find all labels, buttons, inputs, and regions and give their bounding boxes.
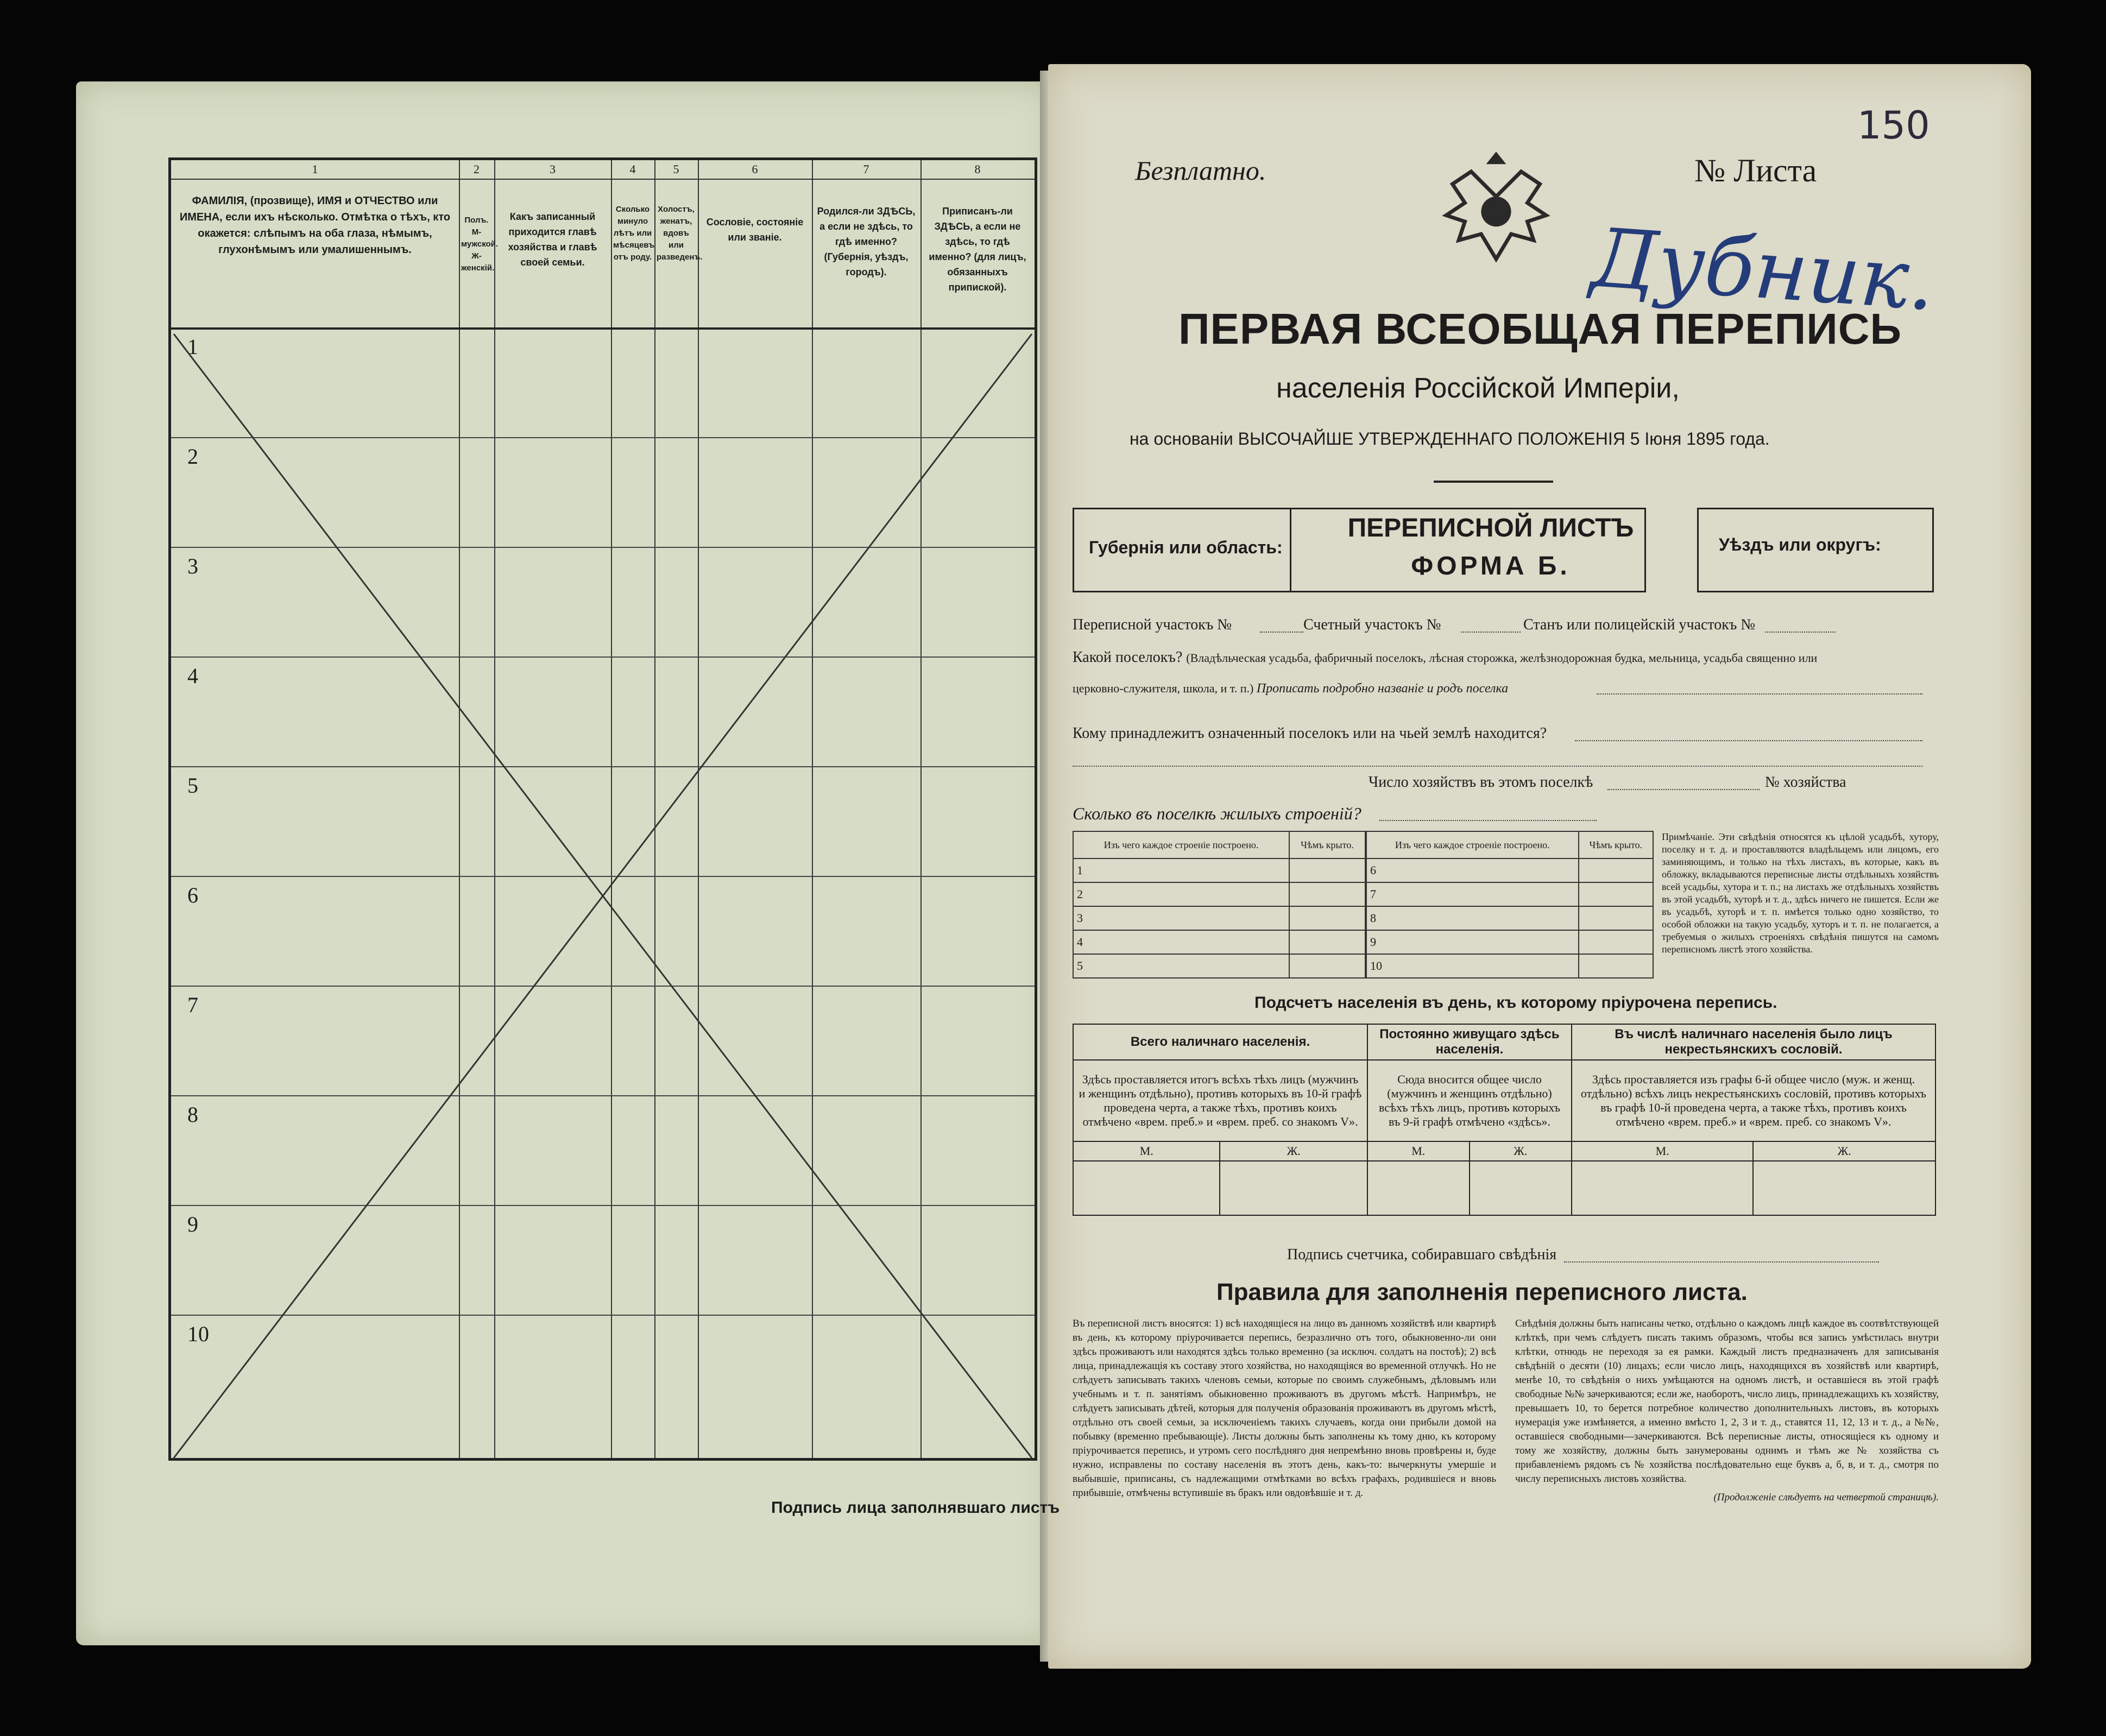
bld-row: 4 (1073, 930, 1289, 954)
row-number-2: 2 (187, 444, 198, 469)
legal-basis: на основаніи ВЫСОЧАЙШЕ УТВЕРЖДЕННАГО ПОЛОЖЕНІЯ 5 Іюня 1895 года. (1130, 429, 1770, 449)
district-label: Уѣздъ или округъ: (1719, 535, 1881, 554)
row-number-5: 5 (187, 773, 198, 798)
police-area-label: Станъ или полицейскій участокъ № (1523, 616, 1756, 633)
rules-left-column: Въ переписной листъ вносятся: 1) всѣ находящіеся на лицо въ данномъ хозяйствѣ или квартирѣ въ день, къ которому пріурочивается перепись, безразлично отъ того, обыкновенно-ли они здѣсь проживаютъ или находятся здѣсь только временно (за исключ. солдатъ на постоѣ); 2) всѣ лица, принадлежащія къ составу этого хозяйства, но находящіяся во временной отлучкѣ. Но не слѣдуетъ записывать такихъ членовъ семьи, которые по своимъ служебнымъ, дѣловымъ или учебнымъ и т. п. занятіямъ обыкновенно проживаютъ въ другомъ мѣстѣ. Напримѣръ, не слѣдуетъ записывать дѣтей, которыя для полученія образованія проживаютъ въ другомъ мѣстѣ, отдѣльно отъ своей семьи, за исключеніемъ такихъ случаевъ, когда они прибыли домой на побывку (временно пребывающіе). Листы должны быть заполнены къ тому дню, къ которому пріурочивается перепись, и утромъ сего послѣдняго дня непремѣнно вновь провѣрены и, буде нужно, исправлены по составу населенія въ этотъ день, какъ-то: вычеркнуты умершіе и выбывшіе, приписаны, съ надлежащими отмѣтками во всѣхъ графахъ, родившіеся и вновь прибывшіе, отмѣчены вступившіе въ бракъ или овдовѣвшіе и т. д. (1073, 1318, 1496, 1499)
col-num-3: 3 (494, 160, 611, 180)
col-num-4: 4 (611, 160, 654, 180)
header-estate: Сословіе, состояніе или званіе. (706, 217, 804, 243)
left-signature-label: Подпись лица заполнявшаго листъ (771, 1499, 1060, 1517)
settlement-hint-3: Прописать подробно названіе и родъ поселка (1256, 681, 1509, 696)
bld-row: 5 (1073, 954, 1289, 978)
count-m: М. (1073, 1141, 1220, 1161)
bld-col-roof: Чѣмъ крыто. (1289, 831, 1365, 858)
count-header-nonpeasant: Въ числѣ наличнаго населенія было лицъ некрестьянскихъ сословій. (1572, 1024, 1935, 1060)
settlement-hint: (Владѣльческая усадьба, фабричный поселокъ, лѣсная сторожка, желѣзнодорожная будка, мельница, усадьба священно или (1186, 651, 1818, 665)
header-birthplace: Родился-ли ЗДѢСЬ, а если не здѣсь, то гдѣ именно? (Губернія, уѣздъ, городъ). (817, 206, 916, 277)
counter-signature-label: Подпись счетчика, собиравшаго свѣдѣнія (1287, 1246, 1557, 1263)
count-heading: Подсчетъ населенія въ день, къ которому пріурочена перепись. (1254, 994, 1777, 1012)
buildings-question: Сколько въ поселкѣ жилыхъ строеній? (1073, 804, 1361, 823)
sheet-number-label: № Листа (1694, 153, 1817, 188)
households-label: Число хозяйствъ въ этомъ поселкѣ (1369, 774, 1593, 791)
owner-question: Кому принадлежитъ означенный поселокъ или на чьей землѣ находится? (1073, 725, 1547, 742)
handwritten-number: 150 (1857, 103, 1930, 148)
col-num-1: 1 (171, 160, 459, 180)
bld-row: 1 (1073, 858, 1289, 882)
buildings-table-left (1073, 831, 1366, 979)
header-registered: Приписанъ-ли ЗДѢСЬ, а если не здѣсь, то гдѣ именно? (для лицъ, обязанныхъ припиской). (929, 206, 1026, 293)
settlement-hint-2-line (1073, 681, 1508, 696)
bld-row: 3 (1073, 906, 1289, 930)
bld-row: 9 (1366, 930, 1579, 954)
double-eagle-emblem-icon (1434, 147, 1559, 272)
row-number-1: 1 (187, 334, 198, 359)
divider (1434, 481, 1553, 483)
row-number-7: 7 (187, 993, 198, 1017)
settlement-question (1073, 649, 1817, 666)
count-header-permanent: Постоянно живущаго здѣсь населенія. (1367, 1024, 1572, 1060)
form-title: ПЕРЕПИСНОЙ ЛИСТЪ (1347, 514, 1634, 542)
row-number-6: 6 (187, 883, 198, 907)
counter-area-label: Счетный участокъ № (1303, 616, 1441, 633)
census-area-label: Переписной участокъ № (1073, 616, 1232, 633)
bld-row: 8 (1366, 906, 1579, 930)
row-number-8: 8 (187, 1102, 198, 1127)
bld-row: 2 (1073, 882, 1289, 906)
continued-note: (Продолженіе слѣдуетъ на четвертой страницѣ). (1713, 1492, 1939, 1503)
col-num-7: 7 (812, 160, 920, 180)
settlement-label: Какой поселокъ? (1073, 649, 1183, 666)
bld-row: 7 (1366, 882, 1579, 906)
header-marital: Холостъ, женатъ, вдовъ или разведенъ. (657, 205, 703, 262)
count-descr-permanent: Сюда вносится общее число (мужчинъ и женщинъ отдѣльно) всѣхъ тѣхъ лицъ, противъ которыхъ въ 9-й графѣ отмѣчено «здѣсь». (1367, 1060, 1572, 1141)
rules-right-column (1515, 1317, 1939, 1505)
count-m: М. (1572, 1141, 1753, 1161)
col-num-6: 6 (698, 160, 812, 180)
cross-out-lines (171, 329, 1035, 1461)
rules-title: Правила для заполненія переписного листа. (1216, 1279, 1748, 1305)
row-number-3: 3 (187, 554, 198, 578)
col-num-8: 8 (920, 160, 1035, 180)
bld-col-material: Изъ чего каждое строеніе построено. (1073, 831, 1289, 858)
header-age: Сколько минуло лѣтъ или мѣсяцевъ отъ роду. (613, 205, 655, 262)
col-num-2: 2 (459, 160, 494, 180)
page-subtitle: населенія Россійской Имперіи, (1276, 373, 1680, 404)
count-m: М. (1367, 1141, 1470, 1161)
province-label: Губернія или область: (1089, 538, 1283, 557)
page-title: ПЕРВАЯ ВСЕОБЩАЯ ПЕРЕПИСЬ (1178, 305, 1902, 353)
buildings-note: Примѣчаніе. Эти свѣдѣнія относятся къ цѣлой усадьбѣ, хутору, поселку и т. д. и проставляются владѣльцемъ или лицомъ, его заминяющимъ, и только на тѣхъ листахъ, въ которые, какъ въ обложку, вкладываются переписные листы отдѣльныхъ хозяйствъ всей усадьбы, хутора и т. п.; на листахъ же отдѣльныхъ хозяйствъ въ этой усадьбѣ, хуторѣ и т. д., здѣсь ничего не пишется. Если же въ усадьбѣ, хуторѣ и т. п. имѣется только одно хозяйство, то особой обложки на такую усадьбу, хуторъ и т. п. не полагается, а требуемыя о жилыхъ строеніяхъ свѣдѣнія пишутся на самомъ переписномъ листѣ этого хозяйства. (1662, 831, 1939, 955)
rules-right-text: Свѣдѣнія должны быть написаны четко, отдѣльно о каждомъ лицѣ каждое въ соотвѣтствующей клѣткѣ, при чемъ слѣдуетъ писать такимъ образомъ, чтобы вся запись умѣстилась внутри клѣтки, отнюдь не переходя за ея рамки. Каждый листъ предназначенъ для записыванія свѣдѣній о десяти (10) лицахъ; если число лицъ, находящихся въ хозяйствѣ или квартирѣ, менѣе 10, то свѣдѣнія о нихъ умѣщаются на одномъ листѣ, и оставшіеся въ этой графѣ свободные №№ зачеркиваются; если же, наоборотъ, число лицъ, принадлежащихъ къ хозяйству, превышаетъ 10, то берется потребное количество дополнительныхъ листовъ, въ которыхъ нумерація уже измѣняется, а именно вмѣсто 1, 2, 3 и т. д., ставятся 11, 12, 13 и т. д., а №№, оставшіеся свободными—зачеркиваются. Всѣ переписные листы, относящіеся къ одному и тому же хозяйству, должны быть занумерованы однимъ и тѣмъ же № хозяйства съ прибавленіемъ рядомъ съ № хозяйства послѣдовательно еще буквъ а, б, в, и т. д., смотря по числу переписныхъ листовъ хозяйства. (1515, 1318, 1939, 1485)
census-table (168, 157, 1037, 1461)
header-sex: Полъ. М-мужской. Ж-женскій. (461, 216, 499, 273)
col-num-5: 5 (654, 160, 698, 180)
bld-row: 10 (1366, 954, 1579, 978)
bld-col-material: Изъ чего каждое строеніе построено. (1366, 831, 1579, 858)
bld-row: 6 (1366, 858, 1579, 882)
form-subtitle: ФОРМА Б. (1411, 552, 1571, 580)
header-name: ФАМИЛІЯ, (прозвище), ИМЯ и ОТЧЕСТВО или ИМЕНА, если ихъ нѣсколько. Отмѣтка о тѣхъ, кто окажется: слѣпымъ на оба глаза, нѣмымъ, глухонѣмымъ или умалишеннымъ. (179, 195, 451, 256)
header-relation: Какъ записанный приходится главѣ хозяйства и главѣ своей семьи. (508, 211, 597, 268)
bld-col-roof: Чѣмъ крыто. (1579, 831, 1653, 858)
count-f: Ж. (1220, 1141, 1367, 1161)
population-count-table (1073, 1024, 1936, 1216)
count-descr-total: Здѣсь проставляется итогъ всѣхъ тѣхъ лицъ (мужчинъ и женщинъ отдѣльно), противъ которыхъ въ 10-й графѣ проведена черта, а также тѣхъ, противъ коихъ отмѣчено «врем. преб.» и «врем. преб. со знакомъ V». (1073, 1060, 1367, 1141)
row-number-9: 9 (187, 1212, 198, 1236)
count-descr-nonpeasant: Здѣсь проставляется изъ графы 6-й общее число (муж. и женщ. отдѣльно) всѣхъ лицъ некрестьянскихъ сословій, противъ которыхъ въ графѣ 10-й проведена черта, а также тѣхъ, противъ коихъ отмѣчено «врем. преб.» и «врем. преб. со знакомъ V». (1572, 1060, 1935, 1141)
row-number-4: 4 (187, 664, 198, 688)
household-number-label: № хозяйства (1765, 774, 1846, 791)
count-header-total: Всего наличнаго населенія. (1073, 1024, 1367, 1060)
count-f: Ж. (1753, 1141, 1935, 1161)
count-f: Ж. (1470, 1141, 1572, 1161)
free-label: Безплатно. (1135, 155, 1266, 186)
buildings-table-right (1366, 831, 1654, 979)
handwritten-place: Дубник. (1588, 211, 1938, 329)
settlement-hint-2: церковно-служителя, школа, и т. п.) (1073, 681, 1254, 695)
row-number-10: 10 (187, 1322, 209, 1346)
